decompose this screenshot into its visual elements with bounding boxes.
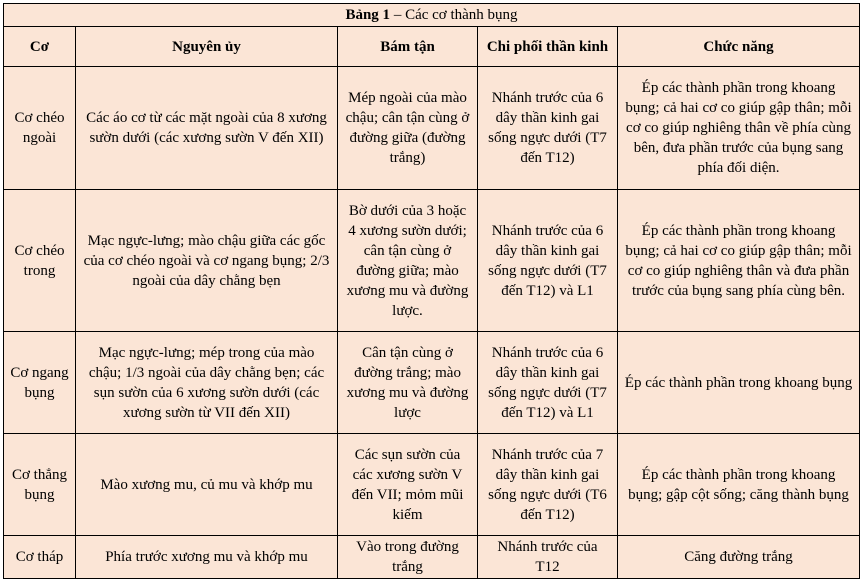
cell-innervation: Nhánh trước của T12 — [478, 536, 618, 579]
table-title-number: Bảng 1 — [345, 7, 391, 23]
table-row — [4, 332, 860, 434]
cell-insertion: Cân tận cùng ở đường trắng; mào xương mu và đường lược — [338, 332, 478, 434]
cell-function: Ép các thành phần trong khoang bụng; cả hai cơ co giúp gập thân; mỗi cơ co giúp nghiêng thân về phía cùng bên, đưa phần trước của bụng sang phía đối diện. — [618, 67, 860, 190]
cell-origin: Phía trước xương mu và khớp mu — [76, 536, 338, 579]
header-insertion: Bám tận — [338, 27, 478, 67]
cell-function: Căng đường trắng — [618, 536, 860, 579]
cell-innervation: Nhánh trước của 7 dây thần kinh gai sống ngực dưới (T6 đến T12) — [478, 434, 618, 536]
cell-muscle: Cơ ngang bụng — [4, 332, 76, 434]
cell-function: Ép các thành phần trong khoang bụng — [618, 332, 860, 434]
header-muscle: Cơ — [4, 27, 76, 67]
header-innervation: Chi phối thần kinh — [478, 27, 618, 67]
table-title — [4, 4, 860, 27]
cell-muscle: Cơ thẳng bụng — [4, 434, 76, 536]
cell-innervation: Nhánh trước của 6 dây thần kinh gai sống ngực dưới (T7 đến T12) và L1 — [478, 332, 618, 434]
table-row — [4, 67, 860, 190]
cell-innervation: Nhánh trước của 6 dây thần kinh gai sống ngực dưới (T7 đến T12) và L1 — [478, 190, 618, 332]
table-row — [4, 434, 860, 536]
cell-origin: Các áo cơ từ các mặt ngoài của 8 xương sườn dưới (các xương sườn V đến XII) — [76, 67, 338, 190]
table-row — [4, 536, 860, 579]
cell-muscle: Cơ chéo trong — [4, 190, 76, 332]
cell-origin: Mạc ngực-lưng; mép trong của mào chậu; 1/3 ngoài của dây chằng bẹn; các sụn sườn của 6 xương sườn dưới (các xương sườn từ VII đến XII) — [76, 332, 338, 434]
cell-origin: Mào xương mu, củ mu và khớp mu — [76, 434, 338, 536]
cell-insertion: Mép ngoài của mào chậu; cân tận cùng ở đường giữa (đường trắng) — [338, 67, 478, 190]
cell-origin: Mạc ngực-lưng; mào chậu giữa các gốc của cơ chéo ngoài và cơ ngang bụng; 2/3 ngoài của dây chằng bẹn — [76, 190, 338, 332]
cell-function: Ép các thành phần trong khoang bụng; gập cột sống; căng thành bụng — [618, 434, 860, 536]
cell-insertion: Bờ dưới của 3 hoặc 4 xương sườn dưới; cân tận cùng ở đường giữa; mào xương mu và đường lược. — [338, 190, 478, 332]
table-title-text: – Các cơ thành bụng — [390, 7, 518, 23]
cell-insertion: Vào trong đường trắng — [338, 536, 478, 579]
cell-insertion: Các sụn sườn của các xương sườn V đến VII; mỏm mũi kiếm — [338, 434, 478, 536]
table-title-row — [4, 4, 860, 27]
table-row — [4, 190, 860, 332]
table-header-row — [4, 27, 860, 67]
header-origin: Nguyên ủy — [76, 27, 338, 67]
cell-muscle: Cơ tháp — [4, 536, 76, 579]
cell-function: Ép các thành phần trong khoang bụng; cả hai cơ co giúp gập thân; mỗi cơ co giúp nghiêng thân và đưa phần trước của bụng sang phía cùng bên. — [618, 190, 860, 332]
header-function: Chức năng — [618, 27, 860, 67]
cell-innervation: Nhánh trước của 6 dây thần kinh gai sống ngực dưới (T7 đến T12) — [478, 67, 618, 190]
cell-muscle: Cơ chéo ngoài — [4, 67, 76, 190]
abdominal-wall-muscles-table — [3, 3, 860, 579]
